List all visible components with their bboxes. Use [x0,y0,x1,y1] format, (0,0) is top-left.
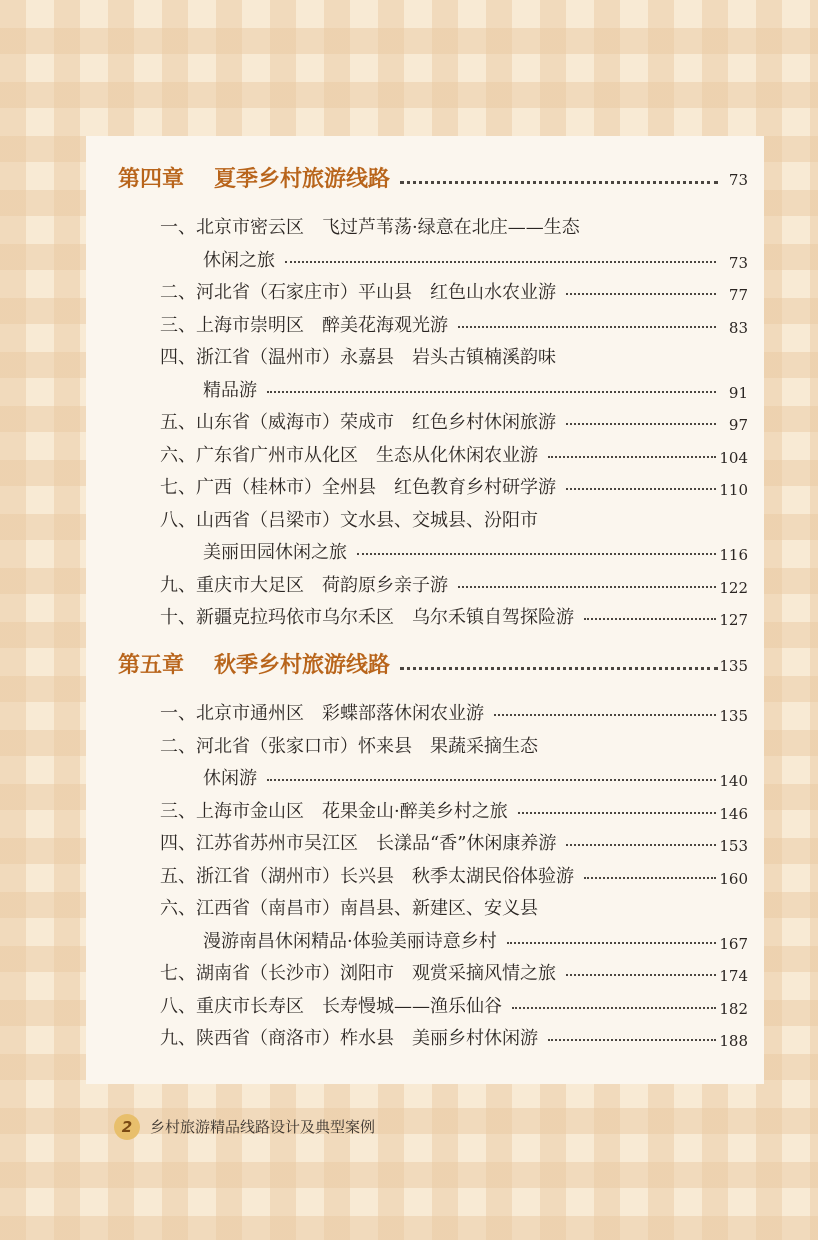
dot-leader [584,618,716,620]
toc-entry[interactable] [86,795,764,829]
entry-title: 八、重庆市长寿区 长寿慢城——渔乐仙谷 [160,995,502,1017]
dot-leader [400,181,718,184]
chapter-heading[interactable] [86,160,764,200]
toc-entry[interactable] [86,244,764,278]
chapter-page-number: 135 [719,657,748,675]
toc-panel [86,136,764,1084]
chapter-number: 第四章 [118,167,185,192]
dot-leader [267,391,716,393]
entry-page-number: 140 [719,772,748,790]
entry-page-number: 174 [719,967,748,985]
entry-title: 美丽田园休闲之旅 [203,542,347,563]
entry-page-number: 127 [719,611,748,629]
toc-entry[interactable] [86,439,764,473]
dot-leader [566,423,716,425]
toc-entry[interactable] [86,697,764,731]
page-number-badge: 2 [114,1114,140,1140]
entry-title: 一、北京市密云区 飞过芦苇荡·绿意在北庄——生态 [160,217,580,238]
toc-entry[interactable] [86,374,764,408]
entry-title: 八、山西省（吕梁市）文水县、交城县、汾阳市 [160,509,538,531]
toc-entry[interactable] [86,536,764,570]
entry-page-number: 146 [719,804,748,823]
entry-page-number: 167 [719,934,748,953]
dot-leader [566,844,716,846]
entry-title: 三、上海市金山区 花果金山·醉美乡村之旅 [160,800,508,822]
entry-title: 二、河北省（石家庄市）平山县 红色山水农业游 [160,282,556,303]
entry-title: 五、浙江省（湖州市）长兴县 秋季太湖民俗体验游 [160,865,574,887]
entry-page-number: 97 [728,416,748,434]
entry-page-number: 188 [719,1032,748,1050]
entry-title: 四、浙江省（温州市）永嘉县 岩头古镇楠溪韵味 [160,347,556,368]
dot-leader [285,261,716,263]
toc-entry[interactable] [86,925,764,959]
dot-leader [548,456,716,458]
entry-title: 精品游 [203,379,257,401]
entry-title: 二、河北省（张家口市）怀来县 果蔬采摘生态 [160,735,538,757]
entry-title: 一、北京市通州区 彩蝶部落休闲农业游 [160,703,484,724]
entry-page-number: 153 [719,837,748,855]
entry-title: 四、江苏省苏州市吴江区 长漾品“香”休闲康养游 [160,833,557,854]
dot-leader [566,293,716,295]
dot-leader [357,553,716,555]
toc-entry[interactable] [86,504,764,538]
toc-entry[interactable] [86,990,764,1024]
toc-entry[interactable] [86,827,764,861]
book-title: 乡村旅游精品线路设计及典型案例 [150,1118,376,1136]
entry-title: 休闲游 [203,768,257,789]
chapter-heading[interactable] [86,646,764,686]
toc-entry[interactable] [86,1022,764,1056]
entry-title: 七、广西（桂林市）全州县 红色教育乡村研学游 [160,477,556,498]
entry-page-number: 104 [719,448,748,467]
dot-leader [458,586,716,588]
toc-entry[interactable] [86,762,764,796]
chapter-title: 夏季乡村旅游线路 [214,167,391,192]
toc-entry[interactable] [86,341,764,375]
entry-title: 七、湖南省（长沙市）浏阳市 观赏采摘风情之旅 [160,963,556,984]
toc-entry[interactable] [86,957,764,991]
dot-leader [566,974,716,976]
dot-leader [400,667,718,670]
chapter-title: 秋季乡村旅游线路 [214,653,391,678]
dot-leader [548,1039,716,1041]
dot-leader [584,877,716,879]
toc-entry[interactable] [86,471,764,505]
entry-title: 十、新疆克拉玛依市乌尔禾区 乌尔禾镇自驾探险游 [160,607,574,628]
toc-entry[interactable] [86,406,764,440]
entry-page-number: 160 [719,869,748,888]
entry-page-number: 122 [719,578,748,597]
chapter-number: 第五章 [118,653,185,678]
dot-leader [566,488,716,490]
dot-leader [512,1007,716,1009]
entry-title: 九、重庆市大足区 荷韵原乡亲子游 [160,574,448,596]
dot-leader [458,326,716,328]
entry-page-number: 91 [728,383,748,402]
toc-entry[interactable] [86,309,764,343]
toc-entry[interactable] [86,276,764,310]
entry-page-number: 83 [728,318,748,337]
toc-entry[interactable] [86,601,764,635]
entry-page-number: 182 [719,999,748,1018]
dot-leader [494,714,716,716]
entry-title: 九、陕西省（商洛市）柞水县 美丽乡村休闲游 [160,1028,538,1049]
entry-title: 六、广东省广州市从化区 生态从化休闲农业游 [160,444,538,466]
toc-entry[interactable] [86,730,764,764]
entry-page-number: 73 [728,253,748,272]
toc-entry[interactable] [86,892,764,926]
entry-page-number: 77 [728,286,748,304]
entry-page-number: 110 [719,481,748,499]
entry-title: 漫游南昌休闲精品·体验美丽诗意乡村 [203,930,497,952]
entry-page-number: 135 [719,707,748,725]
toc-entry[interactable] [86,860,764,894]
chapter-page-number: 73 [728,171,748,189]
dot-leader [507,942,716,944]
entry-title: 五、山东省（威海市）荣成市 红色乡村休闲旅游 [160,412,556,433]
entry-title: 休闲之旅 [203,249,275,271]
dot-leader [267,779,716,781]
toc-entry[interactable] [86,569,764,603]
entry-title: 三、上海市崇明区 醉美花海观光游 [160,314,448,336]
toc-entry[interactable] [86,211,764,245]
dot-leader [518,812,716,814]
entry-page-number: 116 [719,546,748,564]
entry-title: 六、江西省（南昌市）南昌县、新建区、安义县 [160,898,538,919]
